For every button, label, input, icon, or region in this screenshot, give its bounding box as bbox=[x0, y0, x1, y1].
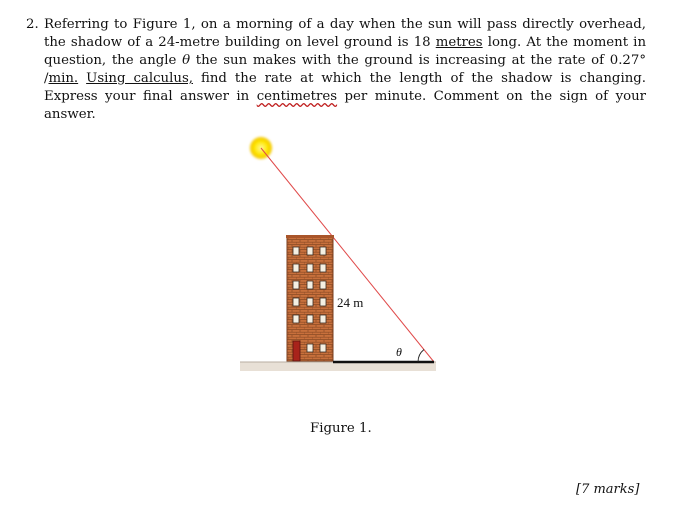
question-text-part-1: Referring to Figure 1, on a morning of a day when the sun will pass directly overhead, the shadow of a 24-metre building on level ground is 18 bbox=[44, 17, 646, 50]
question-text-part-3: the sun makes with the ground is increasing at the rate of bbox=[190, 53, 610, 68]
door bbox=[293, 341, 300, 361]
metres-word: metres bbox=[435, 35, 483, 50]
using-calculus: Using calculus, bbox=[86, 71, 193, 86]
height-label: 24 m bbox=[337, 295, 364, 310]
angle-label: θ bbox=[396, 345, 402, 359]
centimetres-word: centimetres bbox=[256, 89, 338, 104]
rate-value: 0.27° / bbox=[44, 53, 646, 86]
question-text-part-4: find the rate at which the length of the shadow is changing. Express your final answer in bbox=[44, 71, 646, 104]
building bbox=[286, 235, 334, 361]
question-text-part-5: per minute. Comment on the sign of your answer. bbox=[44, 89, 647, 122]
marks-text: [7 marks] bbox=[576, 482, 640, 497]
angle-arc bbox=[418, 350, 424, 363]
question-number: 2. bbox=[26, 17, 39, 32]
min-unit: min. bbox=[48, 71, 79, 86]
ground bbox=[240, 362, 436, 371]
theta-symbol: θ bbox=[182, 53, 191, 68]
marks-label bbox=[576, 482, 639, 497]
figure-caption: Figure 1. bbox=[310, 421, 372, 436]
question-text-part-2: long. At the moment in question, the angle bbox=[44, 35, 647, 68]
